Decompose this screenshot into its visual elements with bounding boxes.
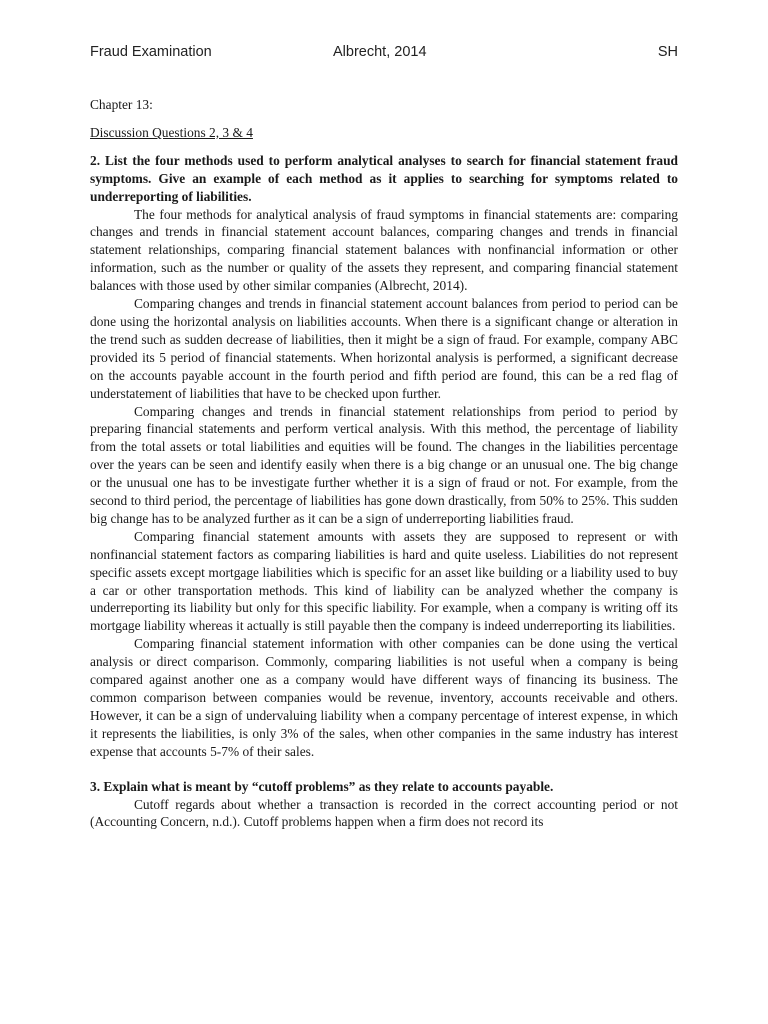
q3-paragraph-1: Cutoff regards about whether a transaction is recorded in the correct accounting period or not (Accounting Concern, n.d.). Cutoff problems happen when a firm does not record its — [90, 796, 678, 830]
question-2-heading: 2. List the four methods used to perform analytical analyses to search for financial statement fraud symptoms. Give an example of each method as it applies to searching for symptoms related to underreporting of liabilities. — [90, 152, 678, 204]
discussion-questions-title: Discussion Questions 2, 3 & 4 — [90, 124, 253, 140]
header-course-title: Fraud Examination — [90, 44, 212, 60]
question-3-heading: 3. Explain what is meant by “cutoff problems” as they relate to accounts payable. — [90, 778, 554, 794]
q2-paragraph-4: Comparing financial statement amounts with assets they are supposed to represent or with nonfinancial statement factors as comparing liabilities is hard and quite useless. Liabilities do not represent specific assets except mortgage liabilities which is specific for an asset like building or a liability used to buy a car or other transportation methods. This kind of liability can be analyzed whether the company is underreporting its liability but only for this specific liability. For example, when a company is writing off its mortgage liability whereas it actually is still payable then the company is indeed underreporting its liabilities. — [90, 528, 678, 634]
q2-paragraph-2: Comparing changes and trends in financial statement account balances from period to period can be done using the horizontal analysis on liabilities accounts. When there is a significant change or alteration in the trend such as sudden decrease of liabilities, then it might be a sign of fraud. For example, company ABC provided its 5 period of financial statements. When horizontal analysis is performed, a significant decrease on the accounts payable account in the fourth period and fifth period are found, this can be a red flag of understatement of liabilities that have to be checked upon further. — [90, 296, 678, 401]
header-initials: SH — [657, 44, 678, 60]
chapter-heading: Chapter 13: — [90, 97, 153, 112]
header-reference: Albrecht, 2014 — [333, 44, 427, 60]
q2-paragraph-1: The four methods for analytical analysis of fraud symptoms in financial statements are: comparing changes and trends in financial statement account balances, comparing changes and trends in financial statement relationships, comparing financial statement balances with nonfinancial information or other information, such as the number or quality of the assets they represent, and comparing financial statement balances with those used by other similar companies (Albrecht, 2014). — [90, 206, 678, 294]
page-header — [90, 44, 678, 64]
q2-paragraph-3: Comparing changes and trends in financial statement relationships from period to period by preparing financial statements and perform vertical analysis. With this method, the percentage of liability from the total assets or total liabilities and equities will be found. The changes in the liabilities percentage over the years can be seen and identify easily when there is a big change or an unusual one. The big change or the unusual one has to be investigate further whether it is a sign of fraud or not. For example, from the second to third period, the percentage of liabilities has gone down drastically, from 50% to 25%. This sudden big change has to be analyzed further as it can be a sign of underreporting liabilities fraud. — [90, 403, 678, 526]
document-body — [90, 96, 678, 831]
q2-paragraph-5: Comparing financial statement information with other companies can be done using the vertical analysis or direct comparison. Commonly, comparing liabilities is not useful when a company is being compared against another one as a company would have different ways of financing its business. The common comparison between companies would be revenue, inventory, accounts receivable and others. However, it can be a sign of undervaluing liability when a company percentage of interest expense, in which it represents the liabilities, is only 3% of the sales, when other companies in the same industry has interest expense that accounts 5-7% of their sales. — [90, 636, 678, 759]
